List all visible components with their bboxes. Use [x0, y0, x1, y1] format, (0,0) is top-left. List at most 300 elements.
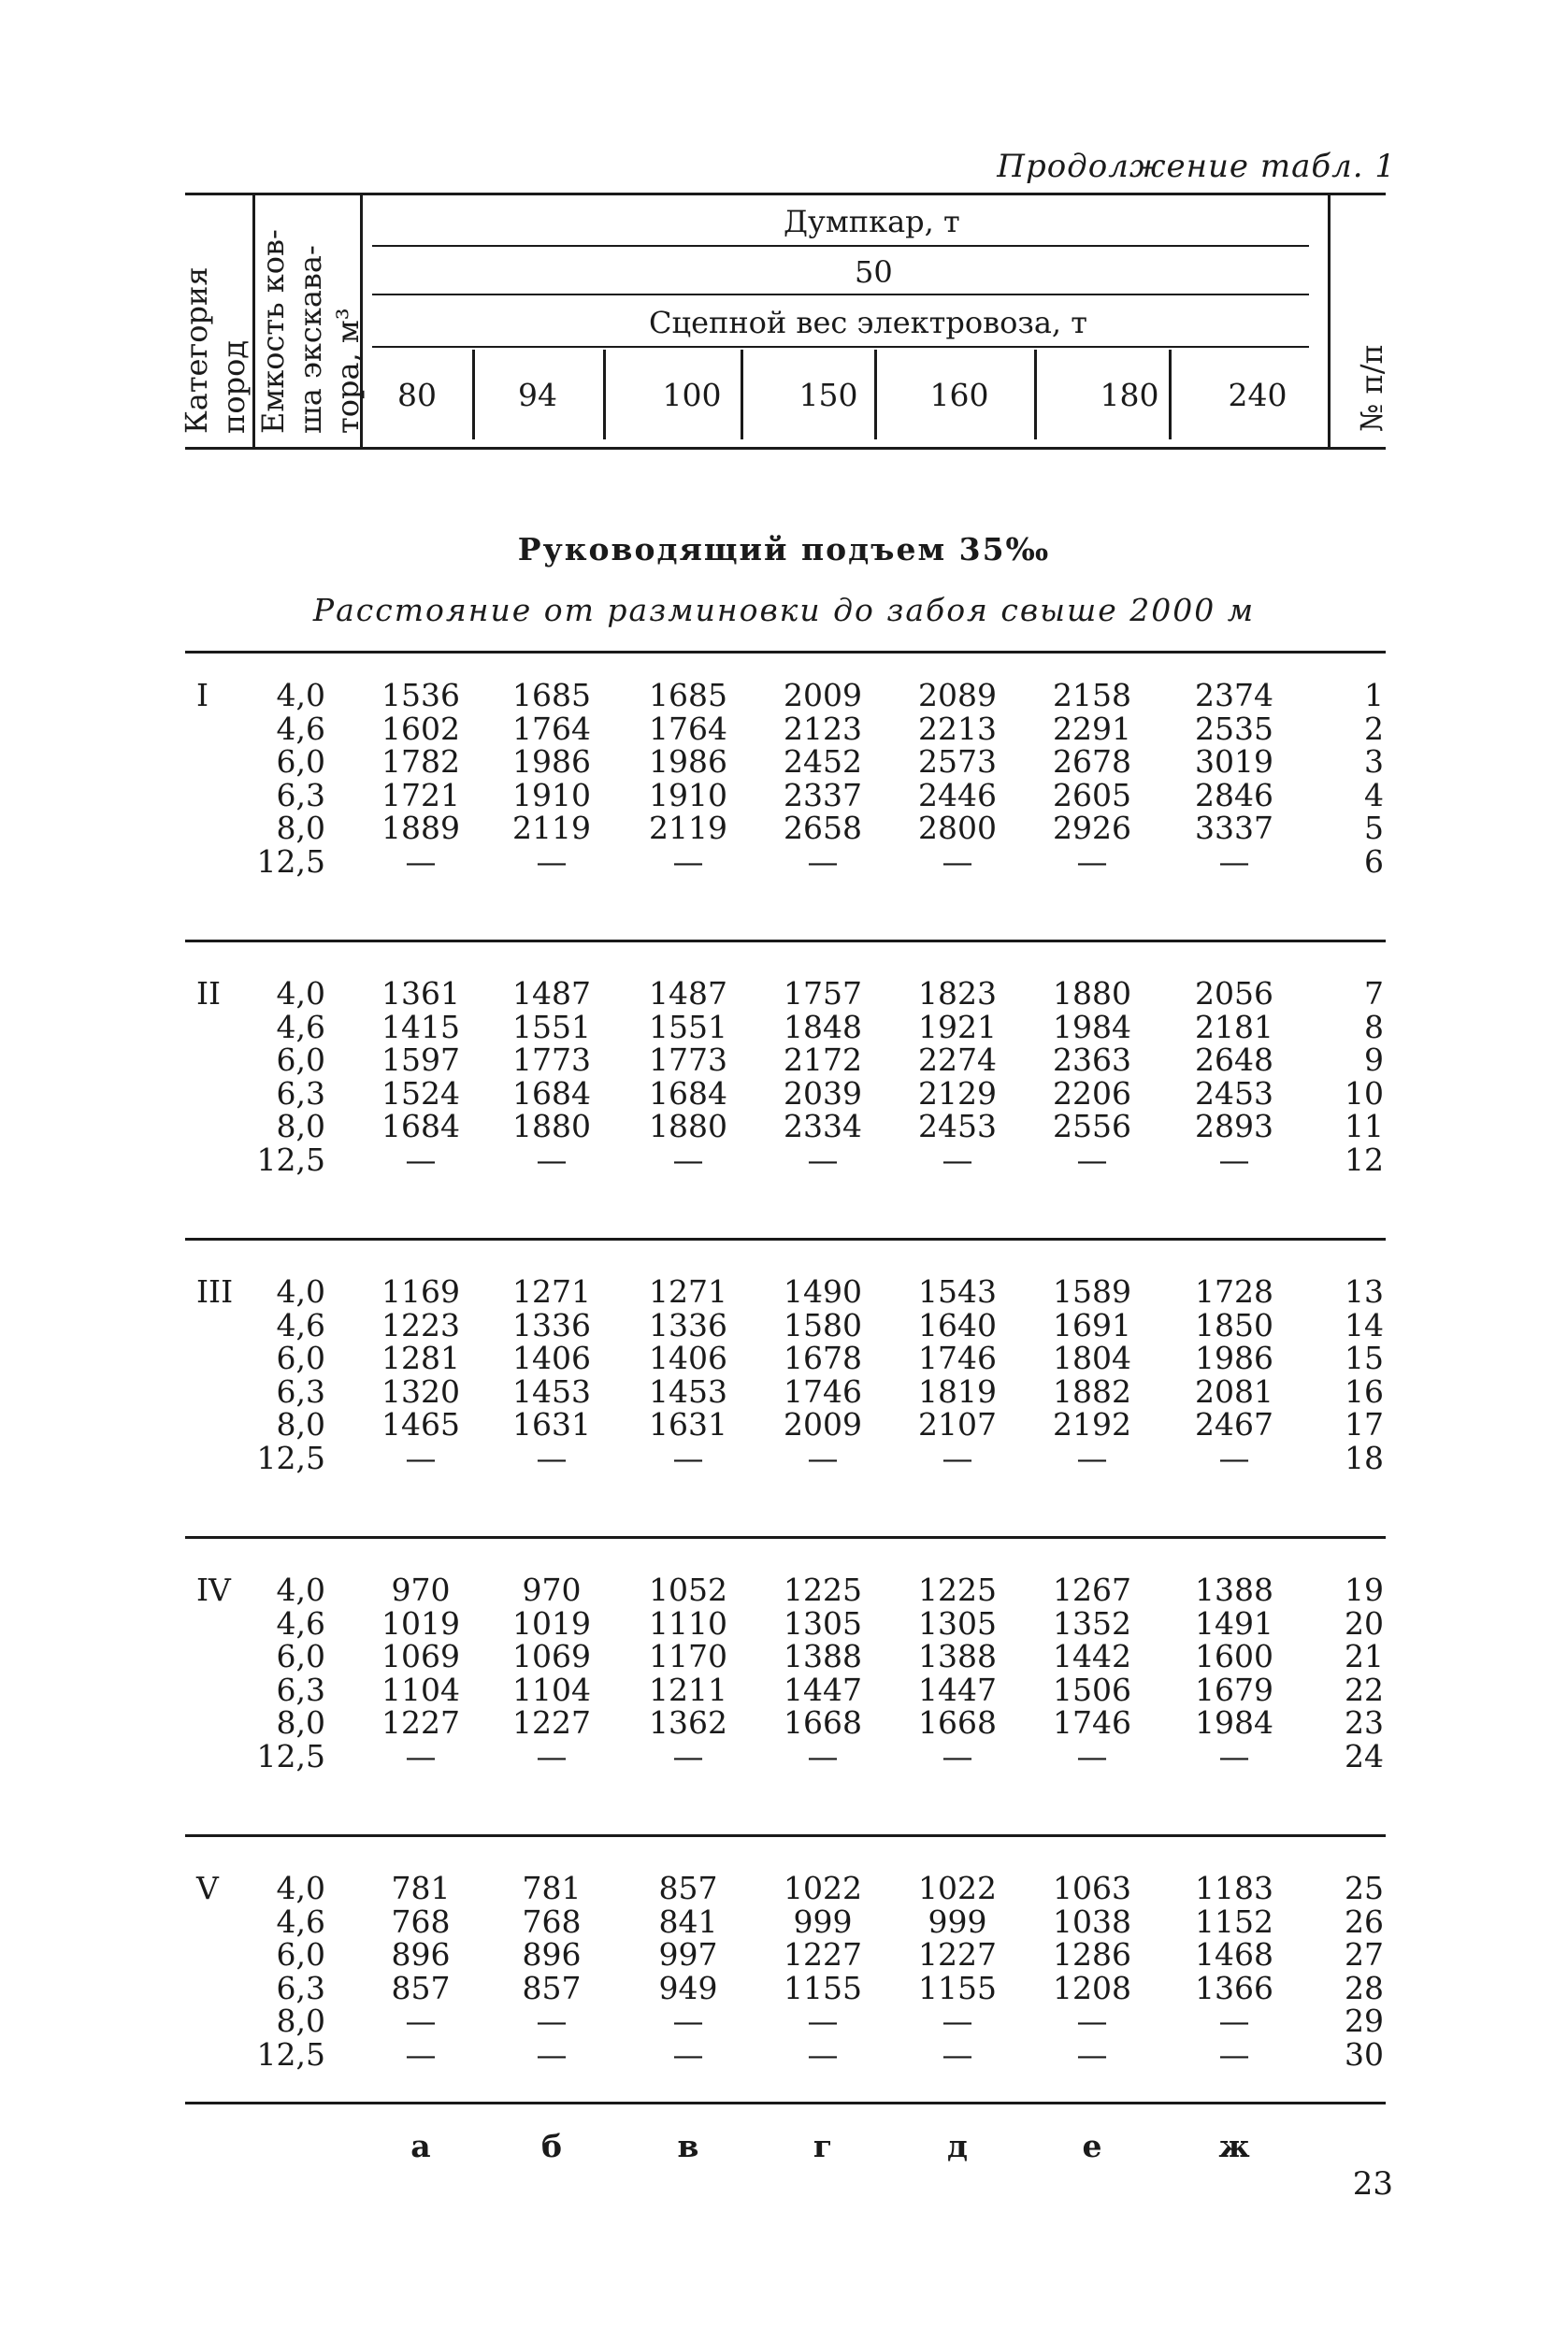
table-cell: 1211: [649, 1671, 727, 1708]
table-cell: 2206: [1053, 1074, 1131, 1112]
row-number-label: № п/п: [1354, 344, 1389, 432]
weight-150: 150: [798, 377, 858, 413]
table-cell: 3019: [1195, 743, 1273, 780]
table-cell: 999: [928, 1903, 987, 1940]
row-number: 15: [1345, 1340, 1384, 1376]
bucket-capacity: 6,0: [276, 1638, 325, 1674]
table-cell: —: [672, 842, 704, 880]
table-cell: 1447: [918, 1671, 997, 1708]
table-cell: 1910: [512, 776, 591, 813]
table-row: [0, 1108, 1568, 1142]
table-cell: 2846: [1195, 776, 1273, 813]
table-cell: —: [1218, 2035, 1250, 2073]
table-cell: 1052: [649, 1572, 727, 1608]
table-cell: 1850: [1195, 1306, 1273, 1343]
table-row: [0, 1704, 1568, 1741]
table-cell: 970: [522, 1572, 582, 1608]
row-number: 29: [1345, 2003, 1384, 2039]
table-cell: 1773: [512, 1041, 591, 1078]
table-cell: 768: [391, 1903, 451, 1940]
page-number: 23: [1352, 2165, 1393, 2203]
bucket-capacity: 8,0: [276, 1704, 325, 1741]
table-row: [0, 1141, 1568, 1178]
table-cell: —: [942, 2035, 973, 2073]
bucket-capacity: 4,0: [276, 1273, 325, 1310]
table-cell: 2158: [1053, 677, 1131, 713]
table-cell: 1267: [1053, 1572, 1131, 1608]
table-cell: —: [1076, 2035, 1108, 2073]
table-cell: 1022: [918, 1870, 997, 1906]
table-cell: 1227: [918, 1936, 997, 1973]
row-number: 3: [1364, 743, 1384, 780]
row-number: 1: [1364, 677, 1384, 713]
table-cell: —: [1218, 1439, 1250, 1476]
dumpcar-value: 50: [855, 254, 893, 290]
table-cell: 1183: [1195, 1870, 1273, 1906]
row-number: 14: [1345, 1306, 1384, 1343]
table-cell: 1804: [1053, 1340, 1131, 1376]
bucket-capacity: 8,0: [276, 1406, 325, 1443]
table-row: [0, 710, 1568, 747]
table-cell: 2453: [918, 1108, 997, 1144]
table-cell: 1668: [918, 1704, 997, 1741]
table-cell: —: [405, 842, 437, 880]
table-cell: 949: [658, 1969, 718, 2006]
bucket-capacity: 4,6: [276, 1604, 325, 1642]
table-row: [0, 777, 1568, 811]
bucket-capacity-label: [254, 229, 367, 434]
table-cell: 1631: [649, 1406, 727, 1443]
bucket-capacity: 8,0: [276, 2003, 325, 2039]
table-cell: 2658: [784, 810, 862, 846]
column-letter: е: [1082, 2128, 1102, 2164]
bucket-capacity: 4,0: [276, 975, 325, 1012]
header-bottom-rule: [185, 447, 1386, 450]
weight-180: 180: [1100, 377, 1159, 413]
table-row: [0, 975, 1568, 1012]
table-cell: 1685: [512, 677, 591, 713]
table-cell: 1880: [649, 1108, 727, 1144]
table-row: [0, 1671, 1568, 1708]
section-subtitle: Расстояние от разминовки до забоя свыше 2000 м: [312, 592, 1256, 628]
table-cell: 2678: [1053, 743, 1131, 780]
table-cell: 1764: [512, 710, 591, 747]
table-row: [0, 1638, 1568, 1672]
row-number: 2: [1364, 710, 1384, 747]
table-row: [0, 677, 1568, 711]
table-cell: 2291: [1053, 710, 1131, 747]
table-row: [0, 1273, 1568, 1310]
bucket-label-line: Емкость ков-: [255, 229, 291, 434]
table-row: [0, 1604, 1568, 1642]
group-separator: [185, 940, 1386, 942]
table-cell: —: [1076, 1737, 1108, 1774]
bucket-capacity: 8,0: [276, 1108, 325, 1144]
row-number: 17: [1345, 1406, 1384, 1443]
weight-100: 100: [662, 377, 722, 413]
table-cell: —: [672, 2003, 704, 2039]
table-cell: 1668: [784, 1704, 862, 1741]
category-label: [178, 266, 252, 434]
table-cell: 2535: [1195, 710, 1273, 747]
table-cell: 1442: [1053, 1638, 1131, 1674]
table-cell: 1986: [512, 743, 591, 780]
table-cell: —: [405, 1141, 437, 1178]
table-cell: 1640: [918, 1306, 997, 1343]
row-number: 30: [1345, 2035, 1384, 2073]
weight-80: 80: [397, 377, 437, 413]
table-cell: 1361: [381, 975, 460, 1012]
table-row: [0, 842, 1568, 880]
header-divider: [1328, 195, 1331, 447]
table-cell: 1223: [381, 1306, 460, 1343]
row-number: 25: [1345, 1870, 1384, 1906]
table-cell: 1227: [784, 1936, 862, 1973]
table-row: [0, 1008, 1568, 1045]
table-cell: 2213: [918, 710, 997, 747]
table-cell: —: [1218, 1141, 1250, 1178]
table-cell: 1487: [649, 975, 727, 1012]
table-cell: 1921: [918, 1008, 997, 1045]
table-row: [0, 1572, 1568, 1608]
table-cell: 1684: [512, 1074, 591, 1112]
group-separator: [185, 651, 1386, 653]
table-cell: 1415: [381, 1008, 460, 1045]
table-cell: 1110: [649, 1604, 727, 1642]
table-cell: 1022: [784, 1870, 862, 1906]
table-cell: 1631: [512, 1406, 591, 1443]
table-cell: 1685: [649, 677, 727, 713]
table-cell: —: [536, 2035, 568, 2073]
table-cell: 1169: [381, 1273, 460, 1310]
bucket-capacity: 4,6: [276, 710, 325, 747]
group-separator: [185, 1238, 1386, 1241]
table-row: [0, 1903, 1568, 1940]
table-cell: 1757: [784, 975, 862, 1012]
table-cell: 781: [391, 1870, 451, 1906]
table-cell: 2039: [784, 1074, 862, 1112]
table-cell: 1271: [649, 1273, 727, 1310]
table-cell: 2800: [918, 810, 997, 846]
bucket-capacity: 6,0: [276, 1041, 325, 1078]
table-cell: 1589: [1053, 1273, 1131, 1310]
table-cell: 2453: [1195, 1074, 1273, 1112]
table-cell: 1155: [918, 1969, 997, 2006]
table-cell: —: [672, 2035, 704, 2073]
bucket-capacity: 4,6: [276, 1008, 325, 1045]
bucket-capacity: 12,5: [256, 1141, 325, 1178]
row-number: 5: [1364, 810, 1384, 846]
table-cell: 2446: [918, 776, 997, 813]
header-inner-rule: [372, 294, 1309, 295]
table-cell: —: [807, 1737, 839, 1774]
table-cell: —: [942, 1439, 973, 1476]
table-cell: —: [536, 1439, 568, 1476]
table-cell: 1782: [381, 743, 460, 780]
table-cell: 2129: [918, 1074, 997, 1112]
category-label-line: пород: [216, 339, 252, 434]
table-cell: —: [1076, 1439, 1108, 1476]
table-cell: 1491: [1195, 1604, 1273, 1642]
table-cell: 1225: [784, 1572, 862, 1608]
table-cell: —: [405, 1737, 437, 1774]
table-cell: 2556: [1053, 1108, 1131, 1144]
bucket-label-line: ша экскава-: [293, 245, 328, 434]
table-cell: 2573: [918, 743, 997, 780]
table-row: [0, 1870, 1568, 1906]
table-cell: 1691: [1053, 1306, 1131, 1343]
table-cell: —: [1076, 1141, 1108, 1178]
table-cell: 1281: [381, 1340, 460, 1376]
table-cell: 1227: [381, 1704, 460, 1741]
table-cell: 1336: [649, 1306, 727, 1343]
continuation-note: Продолжение табл. 1: [997, 148, 1396, 185]
table-cell: 2192: [1053, 1406, 1131, 1443]
bucket-label-line: тора, м³: [330, 308, 366, 434]
table-cell: 1551: [649, 1008, 727, 1045]
bucket-capacity: 6,3: [276, 1969, 325, 2006]
table-cell: 1468: [1195, 1936, 1273, 1973]
table-cell: 857: [391, 1969, 451, 2006]
table-cell: 841: [658, 1903, 718, 1940]
table-cell: —: [942, 2003, 973, 2039]
table-cell: 2374: [1195, 677, 1273, 713]
table-cell: 1823: [918, 975, 997, 1012]
bucket-capacity: 4,0: [276, 677, 325, 713]
table-cell: —: [807, 1439, 839, 1476]
table-cell: 2107: [918, 1406, 997, 1443]
table-cell: —: [807, 842, 839, 880]
table-cell: 2119: [649, 810, 727, 846]
table-cell: 1453: [649, 1372, 727, 1410]
table-cell: 1746: [918, 1340, 997, 1376]
table-cell: 1019: [381, 1604, 460, 1642]
table-cell: 1889: [381, 810, 460, 846]
row-number: 26: [1345, 1903, 1384, 1940]
table-cell: 896: [522, 1936, 582, 1973]
table-cell: 1362: [649, 1704, 727, 1741]
table-cell: 1602: [381, 710, 460, 747]
table-bottom-rule: [185, 2102, 1386, 2104]
header-top-rule: [185, 193, 1386, 195]
table-cell: 1679: [1195, 1671, 1273, 1708]
table-cell: —: [536, 1737, 568, 1774]
table-cell: 1543: [918, 1273, 997, 1310]
category-label: I: [196, 677, 209, 713]
table-cell: 2605: [1053, 776, 1131, 813]
table-cell: 2467: [1195, 1406, 1273, 1443]
table-cell: 1038: [1053, 1903, 1131, 1940]
table-cell: 1490: [784, 1273, 862, 1310]
table-cell: 2452: [784, 743, 862, 780]
category-label-line: Категория: [179, 266, 214, 434]
table-cell: 1069: [512, 1638, 591, 1674]
table-cell: 970: [391, 1572, 451, 1608]
table-cell: 2337: [784, 776, 862, 813]
table-cell: 1453: [512, 1372, 591, 1410]
row-number: 6: [1364, 842, 1384, 880]
table-cell: 1882: [1053, 1372, 1131, 1410]
weight-divider: [603, 350, 606, 439]
table-cell: 1104: [381, 1671, 460, 1708]
table-cell: 2893: [1195, 1108, 1273, 1144]
bucket-capacity: 12,5: [256, 2035, 325, 2073]
table-cell: 2081: [1195, 1372, 1273, 1410]
row-number: 8: [1364, 1008, 1384, 1045]
bucket-capacity: 8,0: [276, 810, 325, 846]
category-label: V: [196, 1870, 219, 1906]
table-cell: 1728: [1195, 1273, 1273, 1310]
table-cell: 2009: [784, 677, 862, 713]
table-cell: 2648: [1195, 1041, 1273, 1078]
table-cell: 1406: [512, 1340, 591, 1376]
table-cell: 1406: [649, 1340, 727, 1376]
table-cell: 2363: [1053, 1041, 1131, 1078]
column-letter: ж: [1218, 2128, 1250, 2164]
bucket-capacity: 4,6: [276, 1306, 325, 1343]
table-cell: 1286: [1053, 1936, 1131, 1973]
table-cell: 1465: [381, 1406, 460, 1443]
weight-94: 94: [518, 377, 557, 413]
table-cell: 2181: [1195, 1008, 1273, 1045]
header-inner-rule: [372, 245, 1309, 247]
table-cell: 1984: [1053, 1008, 1131, 1045]
bucket-capacity: 6,3: [276, 1671, 325, 1708]
row-number: 20: [1345, 1604, 1384, 1642]
column-letter: д: [947, 2128, 968, 2164]
table-cell: 1305: [784, 1604, 862, 1642]
table-cell: 1388: [1195, 1572, 1273, 1608]
weight-240: 240: [1228, 377, 1287, 413]
table-cell: 1910: [649, 776, 727, 813]
table-cell: 1819: [918, 1372, 997, 1410]
table-cell: 1336: [512, 1306, 591, 1343]
table-row: [0, 1307, 1568, 1341]
row-number: 18: [1345, 1439, 1384, 1476]
table-cell: 1721: [381, 776, 460, 813]
bucket-capacity: 4,0: [276, 1870, 325, 1906]
table-row: [0, 1969, 1568, 2006]
table-cell: 1984: [1195, 1704, 1273, 1741]
table-row: [0, 810, 1568, 846]
bucket-capacity: 6,0: [276, 1340, 325, 1376]
table-cell: 2056: [1195, 975, 1273, 1012]
table-cell: 857: [522, 1969, 582, 2006]
table-cell: 2926: [1053, 810, 1131, 846]
table-cell: 1227: [512, 1704, 591, 1741]
row-number: 16: [1345, 1372, 1384, 1410]
table-cell: 2123: [784, 710, 862, 747]
bucket-capacity: 4,0: [276, 1572, 325, 1608]
table-cell: 1746: [1053, 1704, 1131, 1741]
table-cell: 781: [522, 1870, 582, 1906]
table-row: [0, 1406, 1568, 1443]
table-cell: 1352: [1053, 1604, 1131, 1642]
table-cell: 2009: [784, 1406, 862, 1443]
table-cell: 2274: [918, 1041, 997, 1078]
column-letter: а: [410, 2128, 431, 2164]
row-number: 9: [1364, 1041, 1384, 1078]
row-number: 22: [1345, 1671, 1384, 1708]
group-separator: [185, 1834, 1386, 1837]
table-cell: 1063: [1053, 1870, 1131, 1906]
table-cell: 997: [658, 1936, 718, 1973]
table-cell: 768: [522, 1903, 582, 1940]
table-row: [0, 1340, 1568, 1376]
table-cell: 1880: [512, 1108, 591, 1144]
category-label: II: [196, 975, 222, 1012]
bucket-capacity: 12,5: [256, 1737, 325, 1774]
table-cell: 1506: [1053, 1671, 1131, 1708]
table-cell: 1746: [784, 1372, 862, 1410]
table-row: [0, 743, 1568, 780]
bucket-capacity: 6,3: [276, 1372, 325, 1410]
loco-weight-label: Сцепной вес электровоза, т: [649, 305, 1087, 340]
row-number: 4: [1364, 776, 1384, 813]
table-cell: —: [942, 1141, 973, 1178]
table-cell: 1551: [512, 1008, 591, 1045]
table-cell: —: [672, 1737, 704, 1774]
group-separator: [185, 1536, 1386, 1539]
table-cell: 896: [391, 1936, 451, 1973]
bucket-capacity: 12,5: [256, 842, 325, 880]
column-letter: б: [540, 2128, 562, 2164]
table-cell: —: [536, 1141, 568, 1178]
table-cell: —: [405, 2003, 437, 2039]
table-cell: —: [1076, 2003, 1108, 2039]
table-row: [0, 1936, 1568, 1973]
table-cell: 2119: [512, 810, 591, 846]
table-cell: 1366: [1195, 1969, 1273, 2006]
table-cell: 1773: [649, 1041, 727, 1078]
table-row: [0, 1041, 1568, 1078]
row-number: 13: [1345, 1273, 1384, 1310]
table-row: [0, 2003, 1568, 2039]
table-cell: 1019: [512, 1604, 591, 1642]
table-cell: —: [1218, 1737, 1250, 1774]
table-cell: 1447: [784, 1671, 862, 1708]
weight-160: 160: [929, 377, 989, 413]
table-cell: —: [672, 1439, 704, 1476]
row-number: 10: [1345, 1074, 1384, 1112]
table-row: [0, 1372, 1568, 1410]
table-cell: 2334: [784, 1108, 862, 1144]
table-cell: —: [942, 842, 973, 880]
dumpcar-label: Думпкар, т: [784, 204, 960, 239]
table-cell: —: [672, 1141, 704, 1178]
row-number: 21: [1345, 1638, 1384, 1674]
table-cell: 1848: [784, 1008, 862, 1045]
table-cell: 1225: [918, 1572, 997, 1608]
table-cell: —: [942, 1737, 973, 1774]
table-cell: 1388: [918, 1638, 997, 1674]
table-cell: 1388: [784, 1638, 862, 1674]
row-number: 24: [1345, 1737, 1384, 1774]
table-cell: 1320: [381, 1372, 460, 1410]
table-cell: 857: [658, 1870, 718, 1906]
table-cell: 2089: [918, 677, 997, 713]
table-cell: —: [1218, 2003, 1250, 2039]
table-cell: 1684: [381, 1108, 460, 1144]
weight-divider: [1034, 350, 1037, 439]
table-cell: 2172: [784, 1041, 862, 1078]
table-cell: —: [405, 1439, 437, 1476]
table-cell: 3337: [1195, 810, 1273, 846]
table-cell: 1487: [512, 975, 591, 1012]
table-cell: 1764: [649, 710, 727, 747]
table-cell: 1986: [649, 743, 727, 780]
table-cell: —: [536, 842, 568, 880]
